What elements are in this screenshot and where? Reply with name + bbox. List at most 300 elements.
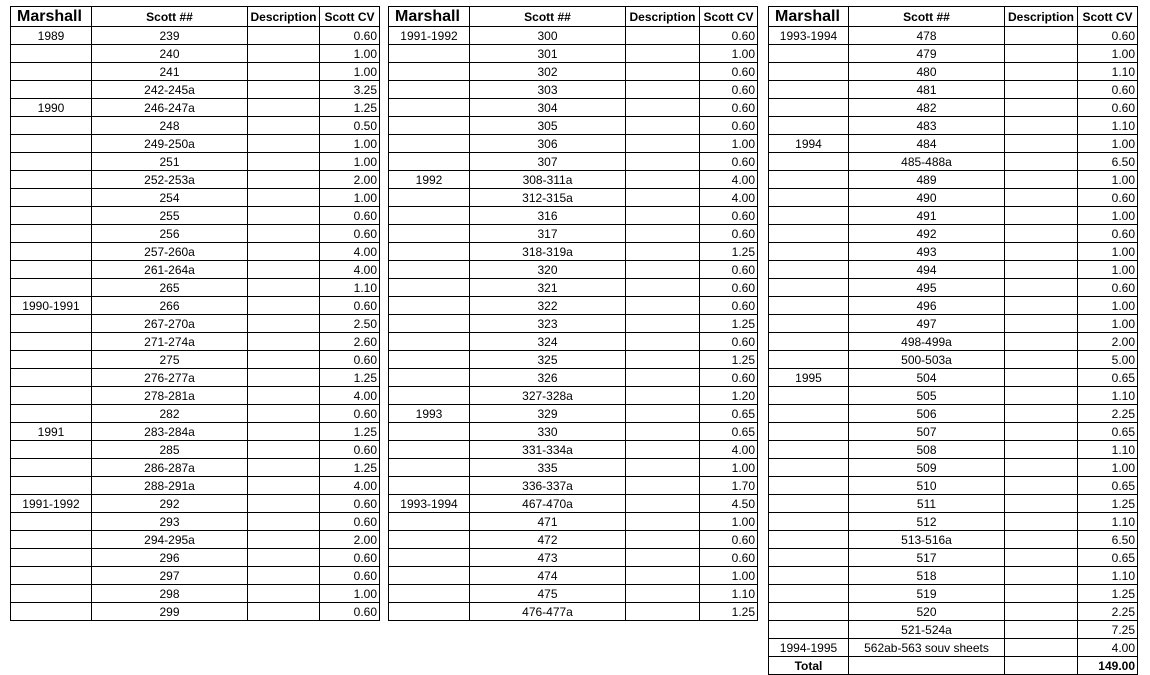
description-cell <box>1005 405 1078 423</box>
description-cell <box>626 243 700 261</box>
scott-cv-cell: 2.25 <box>1078 405 1138 423</box>
marshall-cell <box>11 405 92 423</box>
scott-number-cell: 491 <box>849 207 1005 225</box>
table-row <box>11 171 380 189</box>
scott-cv-cell: 0.65 <box>700 405 758 423</box>
table-row <box>389 261 758 279</box>
table-row <box>769 549 1138 567</box>
marshall-cell <box>769 81 849 99</box>
scott-number-cell: 512 <box>849 513 1005 531</box>
description-cell <box>626 423 700 441</box>
description-cell <box>1005 621 1078 639</box>
table-row <box>769 225 1138 243</box>
description-cell <box>1005 261 1078 279</box>
marshall-cell <box>389 81 470 99</box>
marshall-cell <box>389 513 470 531</box>
description-cell <box>626 99 700 117</box>
scott-number-cell: 298 <box>92 585 248 603</box>
description-cell <box>1005 99 1078 117</box>
marshall-cell <box>11 261 92 279</box>
scott-cv-cell: 0.60 <box>700 99 758 117</box>
marshall-cell <box>769 405 849 423</box>
description-cell <box>248 333 320 351</box>
description-cell <box>1005 207 1078 225</box>
scott-number-cell: 495 <box>849 279 1005 297</box>
scott-number-cell: 474 <box>470 567 626 585</box>
marshall-cell <box>769 621 849 639</box>
scott-cv-cell: 1.10 <box>1078 567 1138 585</box>
header-row <box>11 7 380 27</box>
scott-number-cell: 252-253a <box>92 171 248 189</box>
scott-cv-cell: 0.60 <box>700 279 758 297</box>
marshall-cell: 1994-1995 <box>769 639 849 657</box>
description-cell <box>626 513 700 531</box>
description-cell <box>1005 189 1078 207</box>
scott-cv-cell: 1.25 <box>320 459 380 477</box>
marshall-cell: 1995 <box>769 369 849 387</box>
scott-number-cell: 307 <box>470 153 626 171</box>
scott-number-cell: 275 <box>92 351 248 369</box>
scott-cv-cell: 0.65 <box>1078 549 1138 567</box>
scott-cv-cell: 0.60 <box>320 549 380 567</box>
description-cell <box>626 153 700 171</box>
scott-number-cell: 331-334a <box>470 441 626 459</box>
scott-cv-cell: 2.00 <box>320 531 380 549</box>
scott-number-cell: 305 <box>470 117 626 135</box>
header-description: Description <box>248 7 320 27</box>
marshall-cell <box>11 153 92 171</box>
marshall-cell <box>769 297 849 315</box>
description-cell <box>626 351 700 369</box>
marshall-cell <box>769 603 849 621</box>
description-cell <box>1005 495 1078 513</box>
marshall-cell <box>769 207 849 225</box>
description-cell <box>248 351 320 369</box>
scott-number-cell: 329 <box>470 405 626 423</box>
marshall-cell <box>389 243 470 261</box>
scott-number-cell: 312-315a <box>470 189 626 207</box>
description-cell <box>248 189 320 207</box>
scott-number-cell: 248 <box>92 117 248 135</box>
scott-cv-cell: 1.00 <box>320 135 380 153</box>
table-row <box>769 153 1138 171</box>
marshall-cell <box>769 459 849 477</box>
marshall-cell <box>11 567 92 585</box>
stamp-table-2 <box>388 6 758 621</box>
table-row <box>769 387 1138 405</box>
description-cell <box>248 261 320 279</box>
description-cell <box>1005 387 1078 405</box>
marshall-cell: 1993-1994 <box>389 495 470 513</box>
table-row <box>769 423 1138 441</box>
total-scott-cell <box>849 657 1005 675</box>
table-row <box>769 405 1138 423</box>
table-row <box>769 243 1138 261</box>
table-row <box>389 549 758 567</box>
description-cell <box>626 207 700 225</box>
description-cell <box>248 117 320 135</box>
table-row <box>389 351 758 369</box>
description-cell <box>1005 549 1078 567</box>
table-row <box>11 459 380 477</box>
scott-number-cell: 292 <box>92 495 248 513</box>
scott-cv-cell: 2.60 <box>320 333 380 351</box>
marshall-cell <box>389 585 470 603</box>
marshall-cell: 1993-1994 <box>769 27 849 45</box>
table-row <box>769 135 1138 153</box>
table-row <box>769 495 1138 513</box>
description-cell <box>626 117 700 135</box>
table-row <box>769 315 1138 333</box>
header-scott: Scott ## <box>92 7 248 27</box>
table-row <box>11 369 380 387</box>
marshall-cell <box>389 153 470 171</box>
table-row <box>769 279 1138 297</box>
scott-number-cell: 521-524a <box>849 621 1005 639</box>
scott-cv-cell: 1.00 <box>1078 297 1138 315</box>
scott-number-cell: 473 <box>470 549 626 567</box>
scott-number-cell: 251 <box>92 153 248 171</box>
marshall-cell <box>389 387 470 405</box>
scott-cv-cell: 0.60 <box>1078 99 1138 117</box>
marshall-cell <box>11 549 92 567</box>
description-cell <box>626 495 700 513</box>
scott-cv-cell: 1.00 <box>320 585 380 603</box>
marshall-cell <box>769 261 849 279</box>
total-description-cell <box>1005 657 1078 675</box>
marshall-cell <box>11 135 92 153</box>
scott-cv-cell: 0.60 <box>700 207 758 225</box>
scott-number-cell: 257-260a <box>92 243 248 261</box>
marshall-cell <box>769 585 849 603</box>
table-row <box>389 297 758 315</box>
description-cell <box>248 225 320 243</box>
scott-number-cell: 505 <box>849 387 1005 405</box>
scott-cv-cell: 4.00 <box>320 243 380 261</box>
scott-cv-cell: 0.60 <box>320 513 380 531</box>
description-cell <box>1005 27 1078 45</box>
description-cell <box>1005 369 1078 387</box>
scott-number-cell: 322 <box>470 297 626 315</box>
scott-number-cell: 467-470a <box>470 495 626 513</box>
marshall-cell <box>11 81 92 99</box>
description-cell <box>1005 639 1078 657</box>
marshall-cell <box>11 189 92 207</box>
scott-cv-cell: 0.60 <box>700 531 758 549</box>
scott-number-cell: 480 <box>849 63 1005 81</box>
marshall-cell: 1991-1992 <box>389 27 470 45</box>
scott-number-cell: 278-281a <box>92 387 248 405</box>
scott-number-cell: 266 <box>92 297 248 315</box>
description-cell <box>626 369 700 387</box>
scott-number-cell: 506 <box>849 405 1005 423</box>
scott-number-cell: 282 <box>92 405 248 423</box>
scott-cv-cell: 1.00 <box>1078 207 1138 225</box>
table-row <box>11 513 380 531</box>
marshall-cell <box>389 99 470 117</box>
table-row <box>389 207 758 225</box>
scott-cv-cell: 4.00 <box>320 387 380 405</box>
header-scott: Scott ## <box>470 7 626 27</box>
scott-cv-cell: 0.60 <box>320 225 380 243</box>
scott-number-cell: 321 <box>470 279 626 297</box>
table-row <box>11 225 380 243</box>
marshall-cell <box>769 279 849 297</box>
description-cell <box>248 63 320 81</box>
table-row <box>389 243 758 261</box>
scott-number-cell: 508 <box>849 441 1005 459</box>
scott-cv-cell: 1.25 <box>700 315 758 333</box>
table-row <box>11 117 380 135</box>
scott-cv-cell: 1.70 <box>700 477 758 495</box>
table-row <box>389 135 758 153</box>
scott-cv-cell: 0.60 <box>320 567 380 585</box>
marshall-cell <box>769 495 849 513</box>
table-row <box>389 63 758 81</box>
scott-number-cell: 562ab-563 souv sheets <box>849 639 1005 657</box>
scott-number-cell: 498-499a <box>849 333 1005 351</box>
header-marshall: Marshall <box>389 7 470 27</box>
scott-number-cell: 483 <box>849 117 1005 135</box>
scott-number-cell: 283-284a <box>92 423 248 441</box>
description-cell <box>248 441 320 459</box>
scott-cv-cell: 1.25 <box>700 243 758 261</box>
description-cell <box>626 333 700 351</box>
table-row <box>11 243 380 261</box>
scott-number-cell: 511 <box>849 495 1005 513</box>
description-cell <box>248 387 320 405</box>
marshall-cell <box>769 225 849 243</box>
description-cell <box>626 81 700 99</box>
table-row <box>389 585 758 603</box>
marshall-cell <box>769 477 849 495</box>
description-cell <box>626 297 700 315</box>
scott-number-cell: 492 <box>849 225 1005 243</box>
description-cell <box>248 549 320 567</box>
marshall-cell <box>389 207 470 225</box>
description-cell <box>626 315 700 333</box>
scott-cv-cell: 2.00 <box>1078 333 1138 351</box>
scott-cv-cell: 0.60 <box>320 297 380 315</box>
scott-number-cell: 294-295a <box>92 531 248 549</box>
marshall-cell <box>11 63 92 81</box>
scott-number-cell: 493 <box>849 243 1005 261</box>
table-row <box>389 513 758 531</box>
scott-number-cell: 325 <box>470 351 626 369</box>
scott-cv-cell: 0.60 <box>700 549 758 567</box>
scott-cv-cell: 0.60 <box>700 153 758 171</box>
table-row <box>389 45 758 63</box>
table-row <box>11 81 380 99</box>
scott-number-cell: 476-477a <box>470 603 626 621</box>
scott-cv-cell: 1.00 <box>700 45 758 63</box>
table-row <box>389 225 758 243</box>
table-row <box>769 531 1138 549</box>
table-row <box>769 603 1138 621</box>
table-row <box>389 495 758 513</box>
marshall-cell <box>11 279 92 297</box>
description-cell <box>1005 603 1078 621</box>
marshall-cell <box>769 189 849 207</box>
marshall-cell <box>389 225 470 243</box>
description-cell <box>1005 513 1078 531</box>
table-body <box>11 27 380 621</box>
marshall-cell <box>11 369 92 387</box>
table-row <box>11 189 380 207</box>
marshall-cell: 1990-1991 <box>11 297 92 315</box>
scott-cv-cell: 1.10 <box>1078 387 1138 405</box>
marshall-cell <box>769 171 849 189</box>
description-cell <box>1005 297 1078 315</box>
description-cell <box>1005 351 1078 369</box>
marshall-cell <box>389 279 470 297</box>
scott-cv-cell: 4.00 <box>700 441 758 459</box>
scott-cv-cell: 0.60 <box>320 603 380 621</box>
scott-number-cell: 484 <box>849 135 1005 153</box>
description-cell <box>626 585 700 603</box>
table-row <box>769 369 1138 387</box>
table-row <box>11 153 380 171</box>
table-row <box>769 45 1138 63</box>
description-cell <box>1005 567 1078 585</box>
marshall-cell <box>769 423 849 441</box>
marshall-cell <box>389 423 470 441</box>
marshall-cell <box>389 189 470 207</box>
description-cell <box>248 135 320 153</box>
description-cell <box>248 45 320 63</box>
scott-cv-cell: 0.60 <box>1078 225 1138 243</box>
total-row <box>769 657 1138 675</box>
scott-number-cell: 472 <box>470 531 626 549</box>
scott-cv-cell: 1.10 <box>1078 513 1138 531</box>
marshall-cell <box>769 45 849 63</box>
table-row <box>389 279 758 297</box>
scott-number-cell: 324 <box>470 333 626 351</box>
scott-cv-cell: 0.60 <box>700 117 758 135</box>
table-row <box>11 333 380 351</box>
scott-cv-cell: 1.00 <box>1078 459 1138 477</box>
table-row <box>389 315 758 333</box>
table-row <box>769 63 1138 81</box>
description-cell <box>626 567 700 585</box>
scott-number-cell: 336-337a <box>470 477 626 495</box>
header-row <box>389 7 758 27</box>
scott-cv-cell: 0.60 <box>320 495 380 513</box>
description-cell <box>1005 279 1078 297</box>
table-row <box>389 441 758 459</box>
scott-number-cell: 256 <box>92 225 248 243</box>
scott-number-cell: 285 <box>92 441 248 459</box>
marshall-cell <box>769 387 849 405</box>
scott-number-cell: 478 <box>849 27 1005 45</box>
marshall-cell: 1989 <box>11 27 92 45</box>
scott-cv-cell: 1.00 <box>320 153 380 171</box>
description-cell <box>248 477 320 495</box>
marshall-cell <box>389 531 470 549</box>
scott-cv-cell: 1.00 <box>1078 261 1138 279</box>
table-row <box>769 513 1138 531</box>
table-body <box>389 27 758 621</box>
scott-number-cell: 304 <box>470 99 626 117</box>
scott-number-cell: 246-247a <box>92 99 248 117</box>
scott-number-cell: 485-488a <box>849 153 1005 171</box>
description-cell <box>248 297 320 315</box>
table-row <box>769 99 1138 117</box>
description-cell <box>626 459 700 477</box>
scott-cv-cell: 0.60 <box>1078 27 1138 45</box>
table-row <box>389 531 758 549</box>
description-cell <box>1005 225 1078 243</box>
table-row <box>11 135 380 153</box>
marshall-cell <box>769 333 849 351</box>
scott-number-cell: 317 <box>470 225 626 243</box>
table-row <box>11 351 380 369</box>
description-cell <box>248 513 320 531</box>
description-cell <box>248 81 320 99</box>
scott-cv-cell: 1.00 <box>1078 315 1138 333</box>
table-row <box>389 171 758 189</box>
scott-cv-cell: 0.60 <box>700 261 758 279</box>
table-row <box>11 279 380 297</box>
table-row <box>769 639 1138 657</box>
table-body <box>769 27 1138 657</box>
scott-cv-cell: 1.25 <box>320 99 380 117</box>
scott-number-cell: 265 <box>92 279 248 297</box>
scott-number-cell: 267-270a <box>92 315 248 333</box>
table-row <box>11 45 380 63</box>
description-cell <box>248 531 320 549</box>
description-cell <box>1005 171 1078 189</box>
description-cell <box>1005 459 1078 477</box>
description-cell <box>248 99 320 117</box>
total-value: 149.00 <box>1078 657 1138 675</box>
table-row <box>11 315 380 333</box>
header-description: Description <box>1005 7 1078 27</box>
table-row <box>769 117 1138 135</box>
marshall-cell <box>11 333 92 351</box>
scott-cv-cell: 1.00 <box>1078 45 1138 63</box>
scott-number-cell: 303 <box>470 81 626 99</box>
scott-cv-cell: 0.60 <box>1078 81 1138 99</box>
table-row <box>389 81 758 99</box>
scott-cv-cell: 1.25 <box>1078 585 1138 603</box>
scott-cv-cell: 1.10 <box>1078 63 1138 81</box>
description-cell <box>626 603 700 621</box>
scott-cv-cell: 0.60 <box>320 27 380 45</box>
description-cell <box>626 405 700 423</box>
scott-number-cell: 302 <box>470 63 626 81</box>
table-row <box>769 333 1138 351</box>
marshall-cell <box>769 549 849 567</box>
scott-number-cell: 240 <box>92 45 248 63</box>
description-cell <box>248 369 320 387</box>
header-marshall: Marshall <box>11 7 92 27</box>
scott-number-cell: 490 <box>849 189 1005 207</box>
scott-cv-cell: 0.60 <box>320 207 380 225</box>
scott-cv-cell: 0.65 <box>1078 477 1138 495</box>
table-row <box>389 333 758 351</box>
scott-cv-cell: 1.25 <box>320 423 380 441</box>
scott-cv-cell: 0.60 <box>700 297 758 315</box>
table-row <box>389 405 758 423</box>
scott-cv-cell: 0.65 <box>1078 423 1138 441</box>
scott-number-cell: 507 <box>849 423 1005 441</box>
header-cv: Scott CV <box>320 7 380 27</box>
table-row <box>389 153 758 171</box>
marshall-cell <box>11 45 92 63</box>
description-cell <box>1005 153 1078 171</box>
table-row <box>769 477 1138 495</box>
